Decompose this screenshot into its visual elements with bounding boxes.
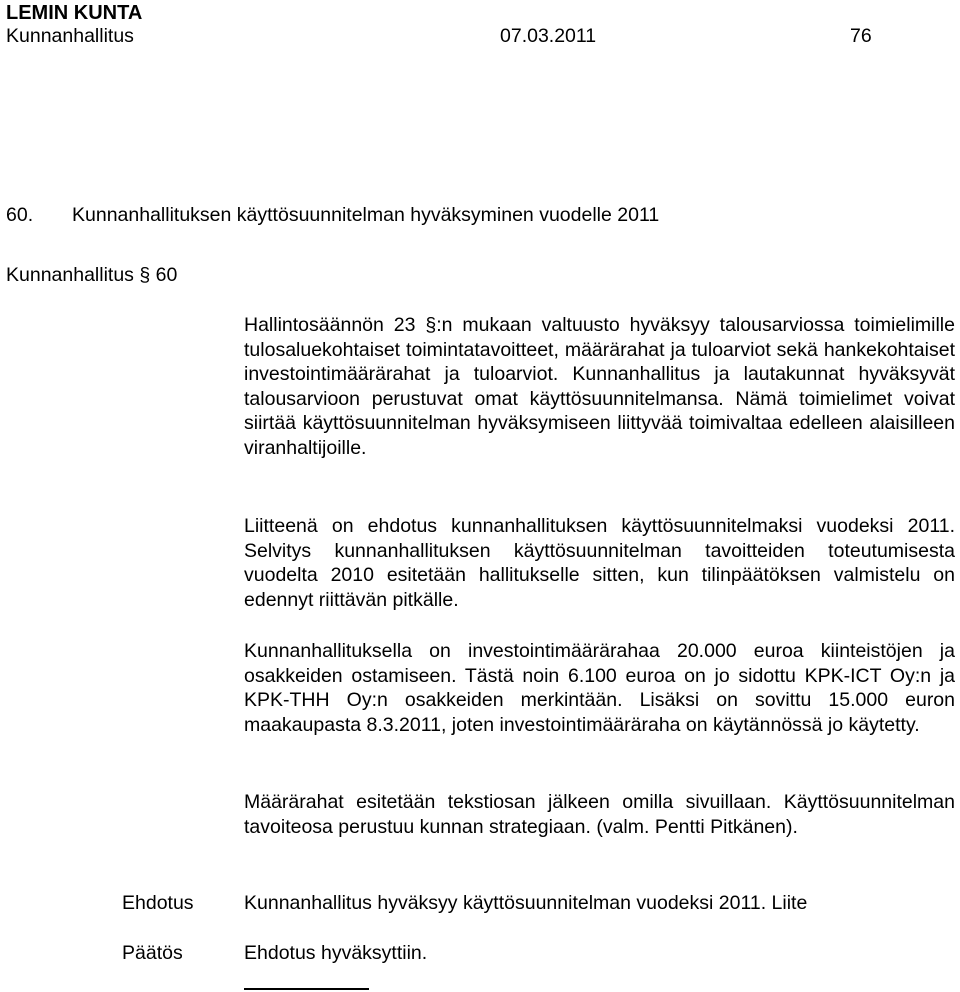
signature-divider xyxy=(244,988,369,990)
section-number: 60. xyxy=(6,204,34,226)
organization-name: LEMIN KUNTA xyxy=(6,2,143,24)
page-number: 76 xyxy=(850,25,872,47)
decision-label: Päätös xyxy=(122,942,183,964)
proposal-label: Ehdotus xyxy=(122,892,194,914)
paragraph-attachment: Liitteenä on ehdotus kunnanhallituksen käyttösuunnitelmaksi vuodeksi 2011. Selvitys kunnanhallituksen käyttösuunnitelman tavoitteiden toteutumisesta vuodelta 2010 esitetään hallitukselle sitten, kun tilinpäätöksen valmistelu on edennyt riittävän pitkälle. xyxy=(244,515,955,611)
section-subheading: Kunnanhallitus § 60 xyxy=(6,264,178,286)
section-title: Kunnanhallituksen käyttösuunnitelman hyväksyminen vuodelle 2011 xyxy=(72,204,660,226)
decision-text: Ehdotus hyväksyttiin. xyxy=(244,942,428,964)
paragraph-legal-basis: Hallintosäännön 23 §:n mukaan valtuusto hyväksyy talousarviossa toimielimille tulosaluekohtaiset toimintatavoitteet, määrärahat ja tuloarviot sekä hankekohtaiset investointimäärärahat ja tuloarviot. Kunnanhallitus ja lautakunnat hyväksyvät talousarvioon perustuvat omat käyttösuunnitelmansa. Nämä toimielimet voivat siirtää käyttösuunnitelman hyväksymiseen liittyvää toimivaltaa edelleen alaisilleen viranhaltijoille. xyxy=(244,314,955,459)
header-date: 07.03.2011 xyxy=(500,25,597,47)
proposal-text: Kunnanhallitus hyväksyy käyttösuunnitelman vuodeksi 2011. Liite xyxy=(244,892,808,914)
paragraph-investment: Kunnanhallituksella on investointimäärärahaa 20.000 euroa kiinteistöjen ja osakkeiden ostamiseen. Tästä noin 6.100 euroa on jo sidottu KPK-ICT Oy:n ja KPK-THH Oy:n osakkeiden merkintään. Lisäksi on sovittu 15.000 euron maakaupasta 8.3.2011, joten investointimääräraha on käytännössä jo käytetty. xyxy=(244,640,955,736)
header-body-name: Kunnanhallitus xyxy=(6,25,134,47)
paragraph-appropriations: Määrärahat esitetään tekstiosan jälkeen omilla sivuillaan. Käyttösuunnitelman tavoiteosa perustuu kunnan strategiaan. (valm. Pentti Pitkänen). xyxy=(244,791,955,838)
